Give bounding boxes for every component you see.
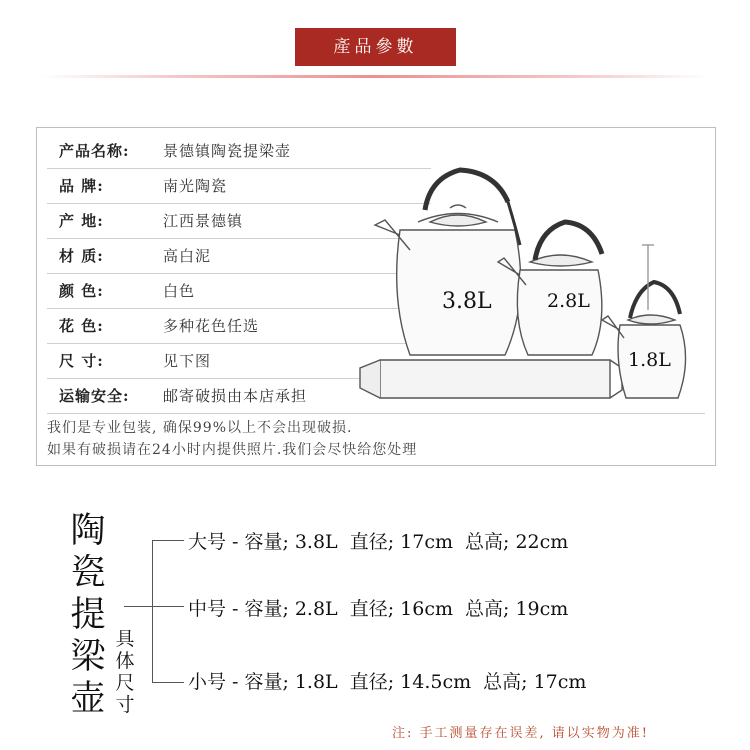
spec-key: 花 色: (59, 317, 104, 335)
title-char: 提 (70, 595, 106, 635)
title-char: 瓷 (70, 553, 106, 593)
spec-key: 尺 寸: (59, 352, 104, 370)
teapot-illustration (330, 150, 710, 410)
diameter-value: 16cm (400, 598, 453, 620)
subtitle-char: 具 (115, 628, 135, 650)
capacity-value: 2.8L (294, 598, 338, 620)
bracket-tick-medium (124, 606, 184, 607)
size-line-small (188, 667, 592, 694)
spec-key: 材 质: (59, 247, 104, 265)
spec-key: 产 地: (59, 212, 104, 230)
small-capacity-label: 1.8L (628, 349, 671, 371)
capacity-label: 容量; (244, 598, 289, 620)
title-char: 陶 (70, 511, 106, 551)
section-title-banner: 產品參數 (295, 28, 456, 66)
height-value: 22cm (515, 531, 569, 553)
subtitle-char: 体 (115, 650, 135, 672)
capacity-value: 1.8L (294, 671, 338, 693)
bracket-tick-large (152, 540, 184, 541)
spec-value: 邮寄破损由本店承担 (163, 387, 308, 405)
diameter-value: 14.5cm (400, 671, 472, 693)
packaging-note: 我们是专业包装, 确保99%以上不会出现破损. (47, 420, 353, 436)
size-line-medium (188, 594, 574, 621)
diameter-label: 直径; (349, 671, 395, 693)
spec-value: 江西景德镇 (163, 212, 244, 230)
title-char: 梁 (70, 637, 106, 677)
product-title-vertical (66, 510, 110, 720)
size-line-large (188, 527, 574, 554)
diameter-label: 直径; (349, 598, 395, 620)
dash: - (232, 671, 239, 693)
size-name: 大号 (188, 531, 227, 553)
spec-value: 景德镇陶瓷提梁壶 (163, 142, 292, 160)
spec-value: 白色 (163, 282, 196, 300)
dimensions-subtitle-vertical (114, 628, 136, 716)
size-name: 中号 (188, 598, 227, 620)
spec-value: 见下图 (163, 352, 212, 370)
spec-key: 颜 色: (59, 282, 104, 300)
spec-value: 高白泥 (163, 247, 212, 265)
spec-key: 产品名称: (59, 142, 130, 160)
spec-value: 南光陶瓷 (163, 177, 228, 195)
diameter-value: 17cm (400, 531, 453, 553)
subtitle-char: 寸 (115, 694, 135, 716)
banner-divider (40, 75, 710, 78)
diameter-label: 直径; (349, 531, 395, 553)
size-name: 小号 (188, 671, 227, 693)
title-char: 壶 (70, 679, 106, 719)
capacity-label: 容量; (244, 671, 289, 693)
dash: - (232, 598, 239, 620)
bracket-tick-small (152, 682, 184, 683)
size-bracket (152, 540, 153, 682)
damage-note: 如果有破损请在24小时内提供照片.我们会尽快给您处理 (47, 442, 418, 458)
spec-key: 运输安全: (59, 387, 130, 405)
spec-key: 品 牌: (59, 177, 104, 195)
measurement-disclaimer: 注: 手工测量存在误差, 请以实物为准! (392, 726, 650, 741)
row-divider (47, 413, 705, 414)
medium-capacity-label: 2.8L (547, 290, 590, 312)
spec-value: 多种花色任选 (163, 317, 260, 335)
dash: - (232, 531, 239, 553)
height-value: 17cm (533, 671, 587, 693)
large-capacity-label: 3.8L (442, 289, 492, 314)
capacity-label: 容量; (244, 531, 289, 553)
height-value: 19cm (515, 598, 569, 620)
height-label: 总高; (483, 671, 528, 693)
capacity-value: 3.8L (294, 531, 338, 553)
height-label: 总高; (465, 598, 510, 620)
height-label: 总高; (465, 531, 510, 553)
subtitle-char: 尺 (115, 672, 135, 694)
